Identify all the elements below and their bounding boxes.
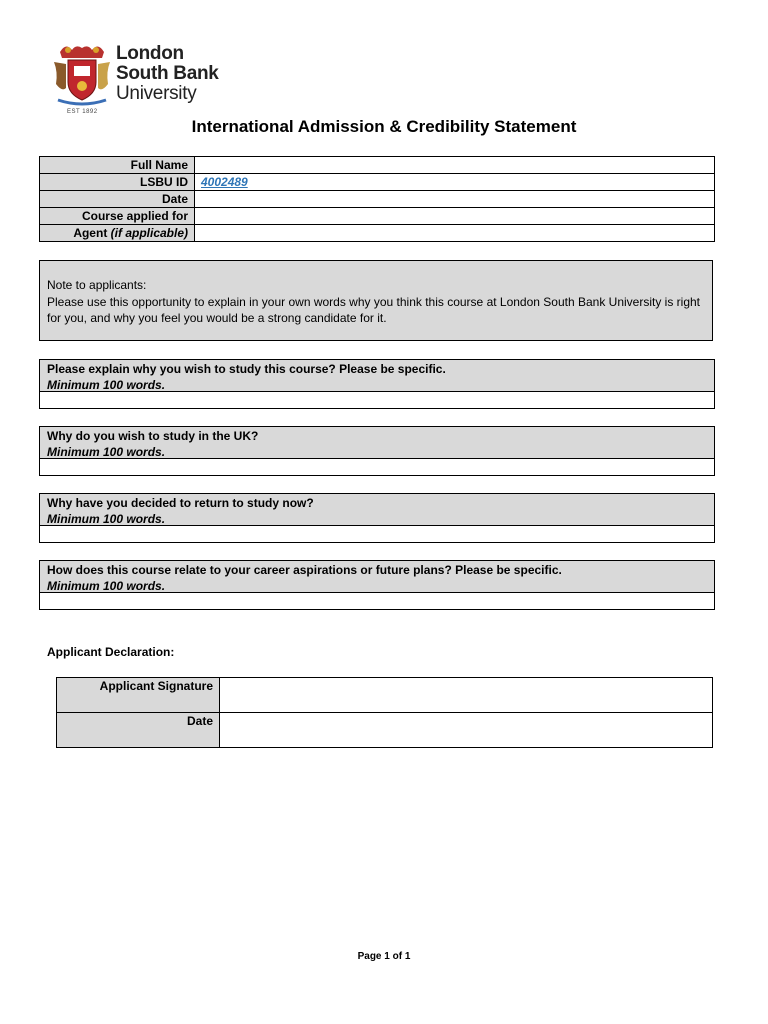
question-block-1 bbox=[39, 359, 715, 409]
full-name-label: Full Name bbox=[40, 157, 195, 174]
question-header bbox=[40, 494, 714, 526]
logo-line-1: London bbox=[116, 43, 184, 64]
course-field[interactable] bbox=[195, 208, 715, 225]
answer-field[interactable] bbox=[40, 392, 714, 408]
declaration-date-field[interactable] bbox=[220, 713, 713, 748]
question-hint: Minimum 100 words. bbox=[47, 378, 166, 392]
crest-icon bbox=[52, 42, 112, 110]
table-row bbox=[40, 208, 715, 225]
agent-field[interactable] bbox=[195, 225, 715, 242]
table-row bbox=[57, 713, 713, 748]
logo-line-2: South Bank bbox=[116, 63, 219, 84]
question-text: Why have you decided to return to study now? bbox=[47, 496, 314, 510]
table-row bbox=[40, 191, 715, 208]
table-row bbox=[40, 225, 715, 242]
question-text: Why do you wish to study in the UK? bbox=[47, 429, 259, 443]
agent-label bbox=[40, 225, 195, 242]
note-to-applicants bbox=[39, 260, 713, 341]
table-row bbox=[40, 157, 715, 174]
question-text: How does this course relate to your career aspirations or future plans? Please be specific. bbox=[47, 563, 562, 577]
agent-label-note: (if applicable) bbox=[110, 226, 188, 240]
question-header bbox=[40, 360, 714, 392]
question-block-3 bbox=[39, 493, 715, 543]
answer-field[interactable] bbox=[40, 459, 714, 475]
question-hint: Minimum 100 words. bbox=[47, 445, 166, 459]
agent-label-text: Agent bbox=[73, 226, 108, 240]
question-header bbox=[40, 561, 714, 593]
lsbu-id-field[interactable] bbox=[195, 174, 715, 191]
logo-line-3: University bbox=[116, 83, 197, 104]
declaration-heading: Applicant Declaration: bbox=[47, 645, 175, 659]
date-label: Date bbox=[40, 191, 195, 208]
lsbu-id-link[interactable]: 4002489 bbox=[201, 175, 248, 189]
note-heading: Note to applicants: bbox=[47, 278, 147, 292]
university-logo bbox=[52, 42, 222, 120]
answer-field[interactable] bbox=[40, 593, 714, 609]
table-row bbox=[57, 678, 713, 713]
question-hint: Minimum 100 words. bbox=[47, 579, 166, 593]
signature-field[interactable] bbox=[220, 678, 713, 713]
table-row bbox=[40, 174, 715, 191]
note-body: Please use this opportunity to explain in your own words why you think this course at London South Bank University is right for you, and why you feel you would be a strong candidate for it. bbox=[47, 294, 701, 325]
logo-est: EST 1892 bbox=[67, 109, 98, 115]
question-text: Please explain why you wish to study this course? Please be specific. bbox=[47, 362, 446, 376]
page-number: Page 1 of 1 bbox=[357, 951, 411, 962]
question-hint: Minimum 100 words. bbox=[47, 512, 166, 526]
lsbu-id-label: LSBU ID bbox=[40, 174, 195, 191]
answer-field[interactable] bbox=[40, 526, 714, 542]
question-header bbox=[40, 427, 714, 459]
question-block-4 bbox=[39, 560, 715, 610]
course-label: Course applied for bbox=[40, 208, 195, 225]
signature-label: Applicant Signature bbox=[57, 678, 220, 713]
logo-wordmark bbox=[116, 44, 219, 104]
applicant-info-table bbox=[39, 156, 715, 242]
page-title: International Admission & Credibility Statement bbox=[191, 117, 577, 136]
date-field[interactable] bbox=[195, 191, 715, 208]
declaration-date-label: Date bbox=[57, 713, 220, 748]
full-name-field[interactable] bbox=[195, 157, 715, 174]
declaration-table bbox=[56, 677, 713, 748]
question-block-2 bbox=[39, 426, 715, 476]
